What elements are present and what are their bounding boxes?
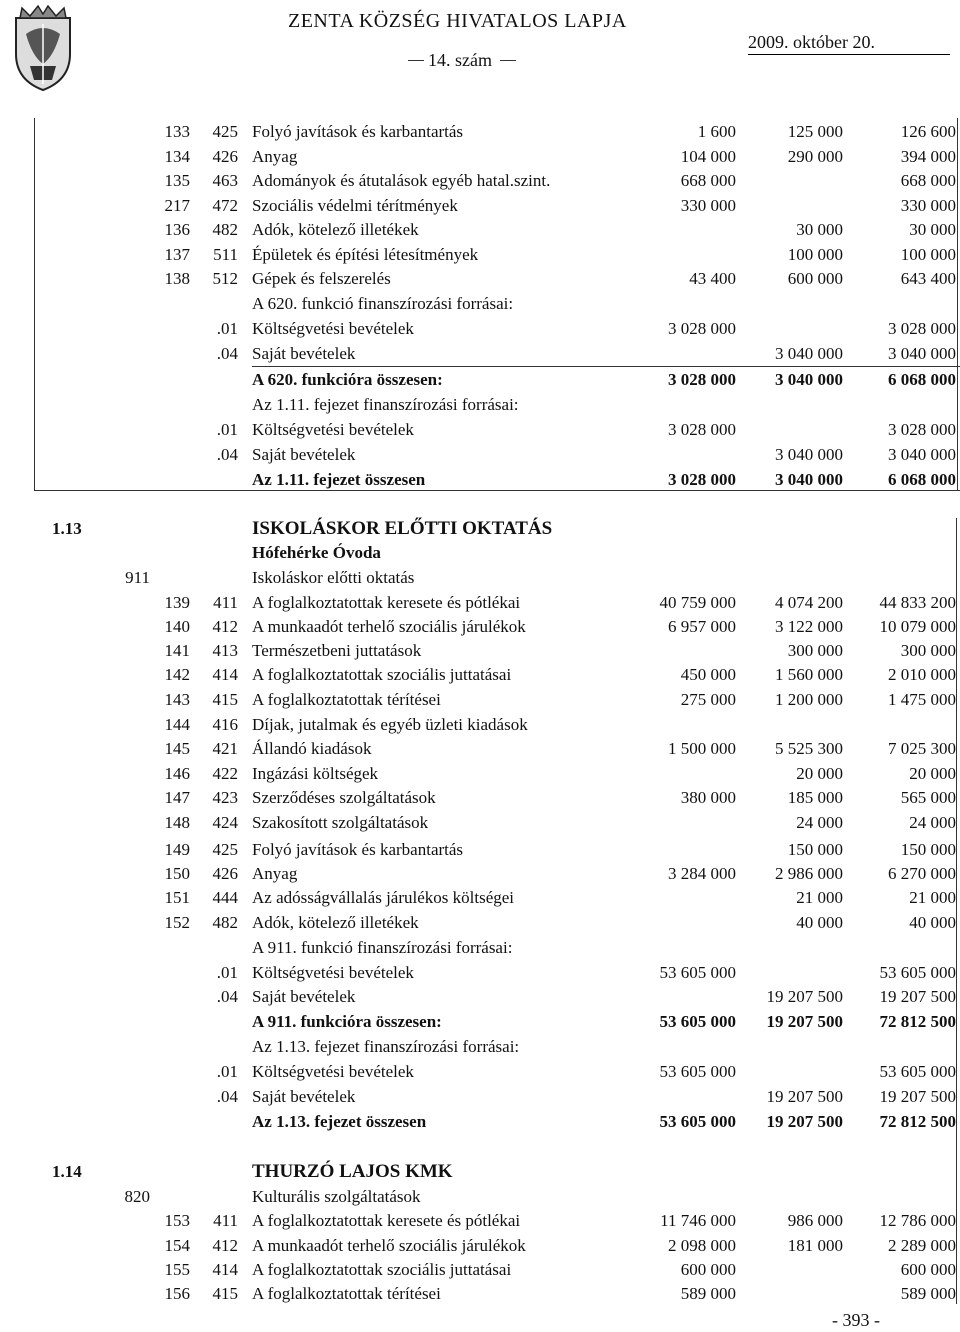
- row-number: 154: [164, 1236, 190, 1255]
- account-code: 415: [212, 690, 238, 709]
- account-code: 416: [212, 715, 238, 734]
- table-row: [0, 862, 960, 886]
- row-number: 152: [164, 913, 190, 932]
- amount-own: 19 207 500: [766, 1112, 843, 1131]
- amount-budget: 589 000: [680, 1284, 736, 1303]
- account-code: 444: [212, 888, 238, 907]
- funding-label: Saját bevételek: [252, 1087, 356, 1106]
- function-total-row: [0, 1010, 960, 1034]
- table-row: [0, 639, 960, 663]
- account-code: 511: [213, 244, 238, 264]
- section-title: THURZÓ LAJOS KMK: [252, 1161, 453, 1182]
- table-row: [0, 762, 960, 786]
- row-number: 148: [164, 813, 190, 832]
- amount-budget: 11 746 000: [660, 1211, 736, 1230]
- row-number: 155: [164, 1260, 190, 1279]
- funding-code: .04: [216, 445, 238, 464]
- amount-own: 19 207 500: [766, 1012, 843, 1031]
- function-title: Kulturális szolgáltatások: [252, 1187, 421, 1206]
- funding-code: .01: [216, 963, 238, 982]
- amount-own: 986 000: [787, 1211, 843, 1230]
- amount-total: 7 025 300: [888, 739, 956, 758]
- row-description: Folyó javítások és karbantartás: [252, 122, 464, 141]
- row-description: A foglalkoztatottak térítései: [252, 690, 441, 709]
- row-number: 147: [164, 788, 190, 807]
- total-rule: [252, 366, 960, 367]
- amount-total: 2 010 000: [888, 665, 956, 684]
- table-row: [0, 120, 960, 144]
- amount-total: 330 000: [900, 195, 956, 215]
- coat-of-arms-icon: [8, 4, 78, 92]
- amount-total: 668 000: [900, 171, 956, 190]
- amount-budget: 6 957 000: [668, 617, 736, 636]
- amount-own: 21 000: [796, 888, 843, 907]
- amount-total: 12 786 000: [879, 1211, 956, 1230]
- funding-label: Költségvetési bevételek: [252, 963, 414, 982]
- total-label: A 911. funkcióra összesen:: [252, 1012, 442, 1031]
- row-description: A munkaadót terhelő szociális járulékok: [252, 617, 526, 636]
- amount-own: 20 000: [796, 764, 843, 783]
- amount-total: 40 000: [909, 913, 956, 932]
- amount-own: 40 000: [796, 913, 843, 932]
- row-description: A foglalkoztatottak keresete és pótlékai: [252, 1211, 521, 1230]
- row-description: A foglalkoztatottak térítései: [252, 1284, 441, 1303]
- section-heading: [0, 1160, 960, 1184]
- amount-total: 24 000: [909, 813, 956, 832]
- account-code: 424: [212, 813, 238, 832]
- row-number: 156: [164, 1284, 190, 1303]
- amount-own: 1 560 000: [775, 665, 843, 684]
- account-code: 415: [212, 1284, 238, 1303]
- amount-budget: 668 000: [680, 171, 736, 190]
- chapter-funding-row: [0, 443, 960, 467]
- row-description: Adók, kötelező illetékek: [252, 913, 419, 932]
- account-code: 421: [212, 739, 238, 758]
- amount-own: 19 207 500: [766, 987, 843, 1006]
- row-number: 145: [164, 739, 190, 758]
- funding-label: Saját bevételek: [252, 987, 356, 1006]
- funding-row: [0, 342, 960, 366]
- amount-total: 589 000: [900, 1284, 956, 1303]
- row-number: 136: [164, 220, 190, 239]
- funding-title: A 620. funkció finanszírozási forrásai:: [252, 294, 514, 313]
- amount-total: 1 475 000: [888, 690, 956, 709]
- amount-own: 3 040 000: [775, 470, 843, 489]
- table-row: [0, 267, 960, 291]
- amount-total: 53 605 000: [879, 963, 956, 982]
- account-code: 482: [212, 913, 238, 932]
- amount-total: 565 000: [900, 788, 956, 807]
- chapter-funding-row: [0, 418, 960, 442]
- amount-own: 4 074 200: [775, 593, 843, 612]
- amount-total: 100 000: [900, 244, 956, 264]
- section-title: ISKOLÁSKOR ELŐTTI OKTATÁS: [252, 518, 553, 539]
- account-code: 413: [212, 641, 238, 660]
- amount-own: 24 000: [796, 813, 843, 832]
- issue-rule-right: [500, 60, 516, 61]
- amount-budget: 2 098 000: [668, 1236, 736, 1255]
- row-number: 153: [164, 1211, 190, 1230]
- chapter-funding-row: [0, 1060, 960, 1084]
- row-description: A munkaadót terhelő szociális járulékok: [252, 1236, 526, 1255]
- funding-row: [0, 961, 960, 985]
- section-number: 1.14: [52, 1162, 82, 1181]
- row-number: 141: [164, 641, 190, 660]
- funding-title-row: [0, 292, 960, 316]
- table-row: [0, 218, 960, 242]
- row-number: 138: [164, 269, 190, 288]
- amount-own: 290 000: [787, 146, 843, 166]
- table-row: [0, 243, 960, 267]
- row-number: 139: [164, 593, 190, 612]
- row-number: 217: [164, 195, 190, 215]
- amount-total: 643 400: [900, 269, 956, 288]
- funding-code: .04: [216, 344, 238, 363]
- amount-own: 3 040 000: [775, 445, 843, 464]
- amount-own: 300 000: [787, 641, 843, 660]
- row-number: 142: [164, 665, 190, 684]
- account-code: 425: [212, 122, 238, 141]
- table-row: [0, 194, 960, 218]
- amount-budget: 380 000: [680, 788, 736, 807]
- amount-own: 2 986 000: [775, 864, 843, 883]
- chapter-total-label: Az 1.13. fejezet összesen: [252, 1112, 427, 1131]
- amount-budget: 275 000: [680, 690, 736, 709]
- account-code: 512: [212, 269, 238, 288]
- row-description: Folyó javítások és karbantartás: [252, 840, 464, 859]
- amount-total: 53 605 000: [879, 1062, 956, 1081]
- function-total-row: [0, 368, 960, 392]
- table-row: [0, 713, 960, 737]
- amount-budget: 3 028 000: [668, 370, 736, 389]
- table-row: [0, 1234, 960, 1258]
- row-number: 143: [164, 690, 190, 709]
- total-label: A 620. funkcióra összesen:: [252, 370, 443, 389]
- chapter-funding-title: Az 1.11. fejezet finanszírozási forrásai:: [252, 395, 519, 414]
- amount-own: 5 525 300: [775, 739, 843, 758]
- amount-total: 19 207 500: [879, 987, 956, 1006]
- row-description: Ingázási költségek: [252, 764, 379, 783]
- amount-own: 3 040 000: [775, 344, 843, 363]
- amount-total: 300 000: [900, 641, 956, 660]
- row-description: Szakosított szolgáltatások: [252, 813, 429, 832]
- issue-rule-left: [408, 60, 424, 61]
- table-row: [0, 615, 960, 639]
- amount-own: 1 200 000: [775, 690, 843, 709]
- amount-total: 6 270 000: [888, 864, 956, 883]
- row-description: Természetbeni juttatások: [252, 641, 422, 660]
- row-description: Gépek és felszerelés: [252, 269, 391, 288]
- amount-total: 20 000: [909, 764, 956, 783]
- amount-total: 3 040 000: [888, 445, 956, 464]
- amount-total: 44 833 200: [879, 593, 956, 612]
- funding-row: [0, 985, 960, 1009]
- row-number: 140: [164, 617, 190, 636]
- issue-date: 2009. október 20.: [748, 32, 875, 52]
- amount-total: 6 068 000: [888, 470, 956, 489]
- row-description: Szerződéses szolgáltatások: [252, 788, 436, 807]
- date-underline: [748, 54, 950, 55]
- account-code: 472: [212, 195, 238, 215]
- account-code: 426: [212, 146, 238, 166]
- table-row: [0, 1209, 960, 1233]
- chapter-total-row: [0, 468, 960, 492]
- amount-total: 72 812 500: [879, 1112, 956, 1131]
- function-code: 820: [124, 1187, 150, 1206]
- row-description: A foglalkoztatottak keresete és pótlékai: [252, 593, 521, 612]
- table-row: [0, 737, 960, 761]
- account-code: 425: [212, 840, 238, 859]
- funding-title-row: [0, 936, 960, 960]
- amount-budget: 43 400: [689, 269, 736, 288]
- account-code: 423: [212, 788, 238, 807]
- amount-own: 19 207 500: [766, 1087, 843, 1106]
- funding-label: Saját bevételek: [252, 344, 356, 363]
- amount-budget: 104 000: [680, 146, 736, 166]
- amount-total: 21 000: [909, 888, 956, 907]
- amount-budget: 53 605 000: [659, 1062, 736, 1081]
- row-description: Szociális védelmi térítmények: [252, 195, 458, 215]
- funding-code: .04: [216, 1087, 238, 1106]
- function-title: Iskoláskor előtti oktatás: [252, 568, 415, 587]
- institution-name: Hófehérke Óvoda: [252, 543, 381, 562]
- amount-budget: 330 000: [680, 195, 736, 215]
- issue-number: 14. szám: [428, 50, 492, 70]
- funding-label: Költségvetési bevételek: [252, 319, 414, 338]
- row-description: Állandó kiadások: [252, 739, 372, 758]
- row-description: Adományok és átutalások egyéb hatal.szint.: [252, 171, 551, 190]
- journal-title: ZENTA KÖZSÉG HIVATALOS LAPJA: [288, 10, 627, 32]
- chapter-total-label: Az 1.11. fejezet összesen: [252, 470, 426, 489]
- row-number: 149: [164, 840, 190, 859]
- chapter-funding-title-row: [0, 393, 960, 417]
- funding-label: Saját bevételek: [252, 445, 356, 464]
- account-code: 414: [212, 1260, 238, 1279]
- row-number: 133: [164, 122, 190, 141]
- amount-own: 150 000: [787, 840, 843, 859]
- row-description: Anyag: [252, 864, 298, 883]
- row-description: A foglalkoztatottak szociális juttatásai: [252, 665, 512, 684]
- subtitle-row: [0, 541, 960, 565]
- amount-budget: 1 600: [697, 122, 736, 141]
- row-description: A foglalkoztatottak szociális juttatásai: [252, 1260, 512, 1279]
- amount-total: 72 812 500: [879, 1012, 956, 1031]
- amount-budget: 40 759 000: [659, 593, 736, 612]
- amount-own: 100 000: [787, 244, 843, 264]
- amount-own: 600 000: [787, 269, 843, 288]
- amount-own: 30 000: [796, 220, 843, 239]
- amount-budget: 3 028 000: [668, 420, 736, 439]
- funding-code: .01: [216, 420, 238, 439]
- account-code: 412: [212, 617, 238, 636]
- chapter-funding-title-row: [0, 1035, 960, 1059]
- amount-budget: 3 284 000: [668, 864, 736, 883]
- row-description: Díjak, jutalmak és egyéb üzleti kiadások: [252, 715, 528, 734]
- amount-total: 19 207 500: [879, 1087, 956, 1106]
- account-code: 426: [212, 864, 238, 883]
- funding-label: Költségvetési bevételek: [252, 1062, 414, 1081]
- amount-total: 600 000: [900, 1260, 956, 1279]
- row-number: 151: [164, 888, 190, 907]
- amount-total: 150 000: [900, 840, 956, 859]
- row-description: Adók, kötelező illetékek: [252, 220, 419, 239]
- amount-own: 3 122 000: [775, 617, 843, 636]
- table-row: [0, 786, 960, 810]
- account-code: 411: [213, 1211, 238, 1230]
- amount-budget: 1 500 000: [668, 739, 736, 758]
- table-row: [0, 1258, 960, 1282]
- amount-budget: 53 605 000: [659, 1112, 736, 1131]
- amount-budget: 3 028 000: [668, 319, 736, 338]
- row-number: 150: [164, 864, 190, 883]
- amount-budget: 53 605 000: [659, 1012, 736, 1031]
- amount-own: 181 000: [787, 1236, 843, 1255]
- amount-own: 125 000: [787, 122, 843, 141]
- chapter-total-row: [0, 1110, 960, 1134]
- account-code: 411: [213, 593, 238, 612]
- row-number: 135: [164, 171, 190, 190]
- funding-title: A 911. funkció finanszírozási forrásai:: [252, 938, 513, 957]
- amount-total: 2 289 000: [888, 1236, 956, 1255]
- row-number: 144: [164, 715, 190, 734]
- function-row: [0, 1185, 960, 1209]
- amount-total: 3 028 000: [888, 319, 956, 338]
- table-row: [0, 169, 960, 193]
- function-row: [0, 566, 960, 590]
- account-code: 414: [212, 665, 238, 684]
- amount-total: 30 000: [909, 220, 956, 239]
- page-number: - 393 -: [832, 1310, 880, 1330]
- section-number: 1.13: [52, 519, 82, 538]
- row-description: Anyag: [252, 146, 298, 166]
- funding-code: .04: [216, 987, 238, 1006]
- row-number: 146: [164, 764, 190, 783]
- table-row: [0, 886, 960, 910]
- row-number: 137: [164, 244, 190, 264]
- row-description: Épületek és építési létesítmények: [252, 244, 479, 264]
- amount-budget: 600 000: [680, 1260, 736, 1279]
- amount-total: 3 040 000: [888, 344, 956, 363]
- amount-total: 6 068 000: [888, 370, 956, 389]
- function-code: 911: [125, 568, 150, 587]
- table-row: [0, 1282, 960, 1306]
- amount-own: 3 040 000: [775, 370, 843, 389]
- section-heading: [0, 517, 960, 541]
- table-row: [0, 811, 960, 835]
- table-row: [0, 911, 960, 935]
- chapter-funding-row: [0, 1085, 960, 1109]
- table-row: [0, 688, 960, 712]
- amount-total: 126 600: [900, 122, 956, 141]
- table-row: [0, 591, 960, 615]
- amount-total: 394 000: [900, 146, 956, 166]
- account-code: 463: [212, 171, 238, 190]
- funding-label: Költségvetési bevételek: [252, 420, 414, 439]
- page-header: [0, 0, 960, 80]
- amount-budget: 3 028 000: [668, 470, 736, 489]
- amount-budget: 53 605 000: [659, 963, 736, 982]
- table-row: [0, 663, 960, 687]
- row-description: Az adósságvállalás járulékos költségei: [252, 888, 515, 907]
- account-code: 422: [212, 764, 238, 783]
- funding-code: .01: [216, 319, 238, 338]
- funding-row: [0, 317, 960, 341]
- chapter-funding-title: Az 1.13. fejezet finanszírozási forrásai:: [252, 1037, 520, 1056]
- table-row: [0, 838, 960, 862]
- amount-budget: 450 000: [680, 665, 736, 684]
- amount-total: 3 028 000: [888, 420, 956, 439]
- amount-own: 185 000: [787, 788, 843, 807]
- funding-code: .01: [216, 1062, 238, 1081]
- account-code: 412: [212, 1236, 238, 1255]
- account-code: 482: [212, 220, 238, 239]
- table-row: [0, 145, 960, 169]
- amount-total: 10 079 000: [879, 617, 956, 636]
- row-number: 134: [164, 146, 190, 166]
